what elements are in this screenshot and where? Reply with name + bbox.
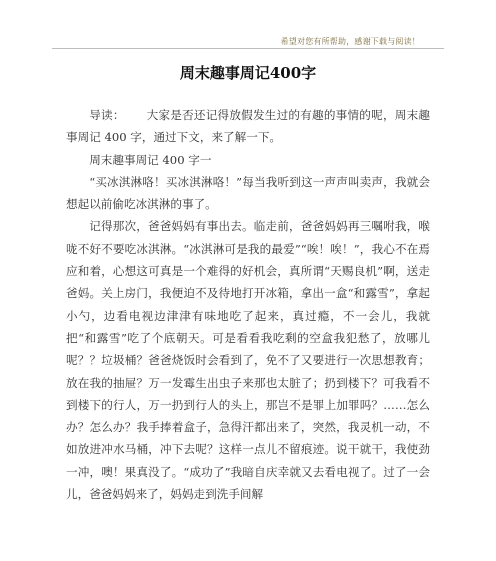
page-title: 周末趣事周记400字 <box>179 64 317 82</box>
section-subtitle: 周末趣事周记 400 字一 <box>89 152 212 167</box>
lead-label: 导读： <box>89 108 125 122</box>
lead-text: 大家是否还记得放假发生过的有趣的事情的呢，周末趣事周记 400 字，通过下文，来了解一下。 <box>66 108 430 145</box>
lead-paragraph <box>66 104 430 149</box>
document-body <box>66 104 430 505</box>
header-divider <box>52 48 444 49</box>
header-note: 希望对您有所帮助，感谢下载与阅读！ <box>280 37 420 46</box>
paragraph: “买冰淇淋咯！买冰淇淋咯！”每当我听到这一声声叫卖声，我就会想起以前偷吃冰淇淋的事了。 <box>66 174 430 212</box>
paragraph: 记得那次，爸爸妈妈有事出去。临走前，爸爸妈妈再三嘱咐我，喉咙不好不要吃冰淇淋。“冰淇淋可是我的最爱”“唉！唉！”，我心不在焉应和着，心想这可真是一个难得的好机会，真所谓“天赐良机”啊，送走爸妈。关上房门，我便迫不及待地打开冰箱，拿出一盒“和露雪”，拿起小勺，边看电视边津津有味地吃了起来，真过瘾，不一会儿，我就把“和露雪”吃了个底朝天。可是看看我吃剩的空盒我犯愁了，放哪儿呢？？垃圾桶？爸爸烧饭时会看到了，免不了又要进行一次思想教育；放在我的抽屉？万一发霉生出虫子来那也太脏了；扔到楼下？可我看不到楼下的行人，万一扔到行人的头上，那岂不是罪上加罪吗？……怎么办？怎么办？我手捧着盒子，急得汗都出来了，突然，我灵机一动，不如放进冲水马桶，冲下去呢？这样一点儿不留痕迹。说干就干，我使劲一冲，噢！果真没了。“成功了”我暗自庆幸就又去看电视了。过了一会儿，爸爸妈妈来了，妈妈走到洗手间解 <box>66 219 430 502</box>
